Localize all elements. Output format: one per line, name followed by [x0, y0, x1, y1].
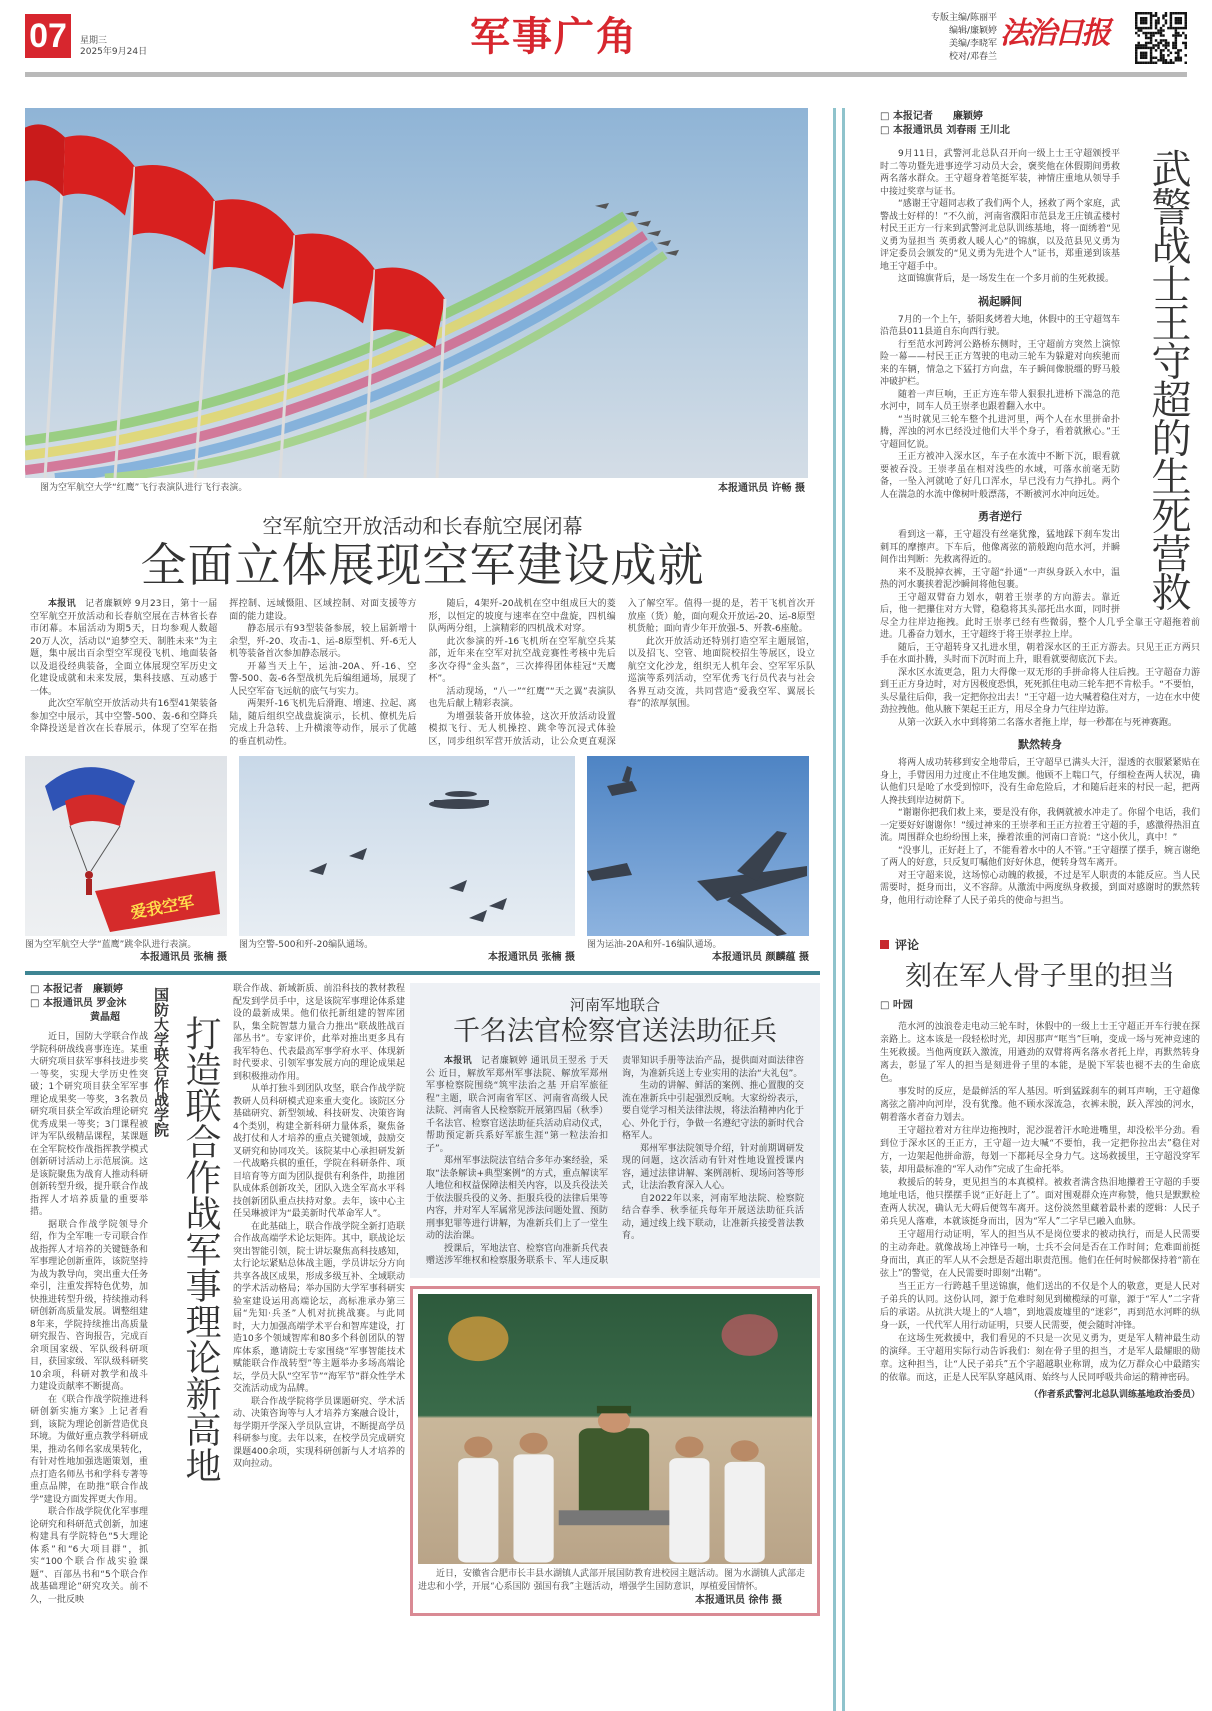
photo-kj500-j20-formation: [239, 756, 575, 936]
editor-line: 校对/邓春兰: [948, 52, 997, 62]
article-paragraph: 开幕当天上午，运油-20A、歼-16、空警-500、轰-6各型战机先后编组通场，展现了人民空军奋飞远航的底气与实力。: [229, 661, 417, 697]
top-photo-flight-show: [25, 108, 808, 478]
commentary-paragraph: 范水河的浊浪卷走电动三轮车时，休假中的一级上士王守超正开车行驶在探亲路上。这本该是一段轻松时光，却因那声“哐当”巨响，变成一场与死神竞速的生死救援。当他两度跃入激流，用遒劲的双臂将两名落水者托上岸，再默然转身离去，彰显了军人的担当是刻进骨子里的本能，是脱下军装也褪不去的生命底色。: [880, 1022, 1200, 1084]
article-paragraph: 随着一声巨响，王正方连车带人狠狠扎进桥下湍急的范水河中，同车人员王崇孝也跟着翻入水中。: [880, 389, 1120, 412]
article-paragraph: 看到这一幕，王守超没有丝毫犹豫，猛地踩下刹车发出刺耳的摩擦声。下车后，他像离弦的箭般跑向范水河，并瞬间作出判断：先救离得近的。: [880, 530, 1120, 565]
top-photo-caption: 图为空军航空大学“红鹰”飞行表演队进行飞行表演。: [40, 483, 248, 493]
commentary-paragraph: 王守超拉着对方往岸边拖拽时，泥沙混着汗水呛进嘴里，却没松半分劲。看到位于深水区的王正方，王守超一边大喊“不要怕，我一定把你拉出去”稳住对方，一边架起他拼命游，每划一下都耗尽全身力气。这场救援里，王守超没穿军装，却用最标准的“军人动作”完成了生命托举。: [880, 1126, 1200, 1175]
photo-parachute-team: [25, 756, 227, 936]
top-photo-credit: 本报通讯员 许畅 摄: [718, 483, 805, 494]
header-rule: [25, 72, 1187, 77]
commentary-paragraph: 当王正方一行跨越千里送锦旗，他们送出的不仅是个人的敬意，更是人民对子弟兵的认同。这份认同，源于危难时刻见到橄榄绿的可靠，源于“军人”二字背后的承诺。从抗洪大堤上的“人墙”，到地震废墟里的“迷彩”，再到范水河畔的纵身一跃，一代代军人用行动证明，只要人民需要，便会随时冲锋。: [880, 1282, 1200, 1331]
byline: □ 本报通讯员 刘春雨 王川北: [880, 125, 1010, 136]
commentary-paragraph: 在这场生死救援中，我们看见的不只是一次见义勇为，更是军人精神最生动的演绎。王守超用实际行动告诉我们：刻在骨子里的担当，才是军人最耀眼的勋章。这种担当，让“人民子弟兵”五个字超越职业称谓，成为亿万群众心中最踏实的依靠。而这，正是人民军队穿越风雨、始终与人民同呼吸共命运的精神密码。: [880, 1334, 1200, 1383]
photo-block: [239, 756, 575, 965]
article-paragraph: 联合作战学院将学员课题研究、学术活动、决策咨询等与人才培养方案融合设计，每学期开学深入学员队宣讲，不断提高学员科研参与度。去年以来，在校学员完成研究课题400余项，实现科研创新与人才培养的双向拉动。: [233, 1396, 405, 1469]
commentary-tag: [880, 937, 1200, 953]
article-paragraph: 此次参演的歼-16飞机所在空军航空兵某部，近年来在空军对抗空战竞赛性考核中先后多次夺得“金头盔”，三次捧得团体桂冠“天鹰杯”。: [428, 636, 616, 684]
byline: □ 本报通讯员 罗金沐: [30, 998, 127, 1009]
paragraph-text: 记者廉颖婷 通讯员王翌丞 于天公 近日，解放军郑州军事法院、解放军郑州军事检察院围绕“筑牢法治之基 开启军旅征程”主题，联合河南省军区、河南省高级人民法院、河南省人民检察院开展第四届（秋季）千名法官、检察官送法助征兵活动启动仪式，帮助预定新兵系好军旅生涯“第一粒法治扣子”。: [426, 1056, 608, 1154]
article-paragraph: “没事儿，正好赶上了，不能看着水中的人不管。”王守超摆了摆手，婉言谢绝了两人的好意，只反复叮嘱他们好好休息，便转身驾车离开。: [880, 845, 1200, 868]
page-number: 07: [25, 14, 71, 58]
article-paragraph: 深水区水流更急，阻力大得像一双无形的手拼命将人往后拽。王守超奋力游到王正方身边时，对方因极度恐惧，死死抓住电动三轮车把不肯松手。“不要怕，头尽量往后仰，我一定把你拉出去！”王守超一边大喊着稳住对方，一边在水中使劲拉拽他。他从腋下架起王正方，用尽全身力气往岸边游。: [880, 667, 1200, 715]
ndu-headline: 打造联合作战军事理论新高地: [180, 1015, 221, 1483]
weekday: 星期三: [80, 36, 108, 46]
article-paragraph: 7月的一个上午，骄阳炙烤着大地，休假中的王守超驾车沿范县011县道自东向西行驶。: [880, 314, 1120, 337]
bottom-right-block: [410, 983, 820, 1616]
title-spacer: [1120, 110, 1200, 615]
school-photo-caption: 近日，安徽省合肥市长丰县水湖镇人武部开展国防教育进校园主题活动。图为水湖镇人武部走进忠和小学，开展“心系国防 强国有我”主题活动，增强学生国防意识，厚植爱国情怀。: [418, 1568, 806, 1592]
article-paragraph: 为增强装备开放体验，这次开放活动设置模拟飞行、无人机操控、跳伞等沉浸式体验区，同步组织军营开放活动，让公众更直观深入了解空军。值得一提的是，若干飞机首次开放座（货）舱，面向观众开放运-20、运-8原型机货舱；面向青少年开放强-5、歼教-6座舱。: [428, 599, 815, 747]
column-divider: [833, 108, 845, 1711]
commentary-body: [880, 1021, 1200, 1402]
school-photo-frame: [410, 1286, 820, 1616]
commentary-author: □ 叶园: [880, 1000, 913, 1011]
photo-block: [587, 756, 809, 965]
article-paragraph: “谢谢你把我们救上来，要是没有你，我俩就被水冲走了。你留个电话，我们一定要好好谢谢你！”缓过神来的王崇孝和王正方拉着王守超的手，感激得热泪直流。周围群众也纷纷围上来，操着浓重的河南口音说：“这小伙儿，真中！”: [880, 808, 1200, 843]
issue-date: [80, 36, 147, 58]
henan-body: [426, 1055, 804, 1268]
editors-list: [905, 12, 997, 64]
author-note: （作者系武警河北总队训练基地政治委员）: [1028, 1390, 1200, 1400]
article-paragraph: 据联合作战学院领导介绍，作为全军唯一专司联合作战指挥人才培养的关键链条和军事理论创新重阵，该院坚持为战为教导向，突出重大任务牵引，注重发挥特色优势，加快推进转型升级，持续推动科研创新高质量发展。调整组建8年来，学院持续推出高质量研究报告、咨询报告，完成百余项国家级、军队级科研项目，获国家级、军队级科研奖10余项，科研对教学和战斗力建设贡献率不断提高。: [30, 1219, 148, 1392]
ndu-col2: [233, 983, 405, 1616]
right-region: [880, 110, 1200, 1402]
banner-text: 爱我空军: [129, 892, 196, 923]
article-paragraph-list: [233, 1083, 405, 1471]
section-heading: 勇者逆行: [978, 510, 1022, 523]
photo-row: [25, 756, 820, 965]
article-paragraph: 生动的讲解、鲜活的案例、推心置腹的交流在准新兵中引起强烈反响。大家纷纷表示，要自觉学习相关法律法规，将法治精神内化于心、外化于行，争做一名遵纪守法的新时代合格军人。: [622, 1081, 804, 1141]
commentary-headline: 刻在军人骨子里的担当: [905, 961, 1175, 992]
commentary-paragraph: 事发时的反应，是最鲜活的军人基因。听到猛踩刹车的刺耳声响，王守超像离弦之箭冲向河岸，没有犹豫。他不顾水深流急，衣裤未脱，跃入浑浊的河水，朝着落水者奋力划去。: [880, 1087, 1200, 1123]
red-square-icon: [880, 940, 889, 949]
lead-tag: 本报讯: [444, 1056, 472, 1066]
article-paragraph: 随后，4架歼-20战机在空中组成巨大的菱形，以恒定的坡度与速率在空中盘旋，四机编队两两分组，上演精彩的四机战术对穿。: [428, 599, 616, 634]
section-title: 军事广角: [470, 14, 638, 60]
editor-line: 专版主编/陈丽平: [930, 13, 997, 23]
author-name: 叶园: [892, 1000, 913, 1011]
ndu-col1: [30, 983, 148, 1616]
photo-caption: 图为空警-500和歼-20编队通场。: [239, 940, 374, 950]
airshow-article-body: [25, 598, 820, 748]
airshow-subtitle: 空军航空开放活动和长春航空展闭幕: [262, 514, 583, 538]
article-paragraph: 联合作战学院优化军事理论研究和科研范式创新，加速构建具有学院特色“5大理论体系”和“6大项目群”，抓实“100个联合作战实验课题”、百部丛书和“5个联合作战基础理论”研究攻关。前不久，一批反映: [30, 1507, 148, 1605]
photo-block: [25, 756, 227, 965]
photo-credit: 本报通讯员 张楠 摄: [488, 952, 575, 963]
article-paragraph: [426, 1055, 608, 1155]
left-region: [25, 108, 820, 1616]
article-paragraph: 两架歼-16飞机先后滑跑、增速、拉起、离陆，随后组织空战盘旋演示，长机、僚机先后完成上升急转、上升横滚等动作，展示了优越的垂直机动性。: [229, 699, 417, 747]
commentary-paragraph-list: [880, 1021, 1200, 1385]
article-paragraph: 王守超双臂奋力划水，朝着王崇孝的方向游去。靠近后，他一把攥住对方大臂，稳稳将其头部托出水面，同时拼尽全力往岸边拖拽。此时王崇孝已经有些微弱，整个人几乎全靠王守超拖着前进。几番奋力划水，王守超终于将王崇孝拉上岸。: [880, 592, 1200, 640]
article-paragraph: 行至范水河跨河公路桥东侧时，王守超前方突然上演惊险一幕——村民王正方驾驶的电动三轮车为躲避对向疾驰而来的车辆，情急之下猛打方向盘，车子瞬间像脱缰的野马般冲破护栏。: [880, 339, 1120, 387]
article-paragraph: 王正方被冲入深水区，车子在水流中不断下沉，眼看就要被吞没。王崇孝虽在相对浅些的水域，可落水前毫无防备，一坠入河就呛了好几口浑水，早已没有力气挣扎。两个人在湍急的水流中像树叶般漂荡，不断被河水冲向远处。: [880, 452, 1120, 500]
photo-caption: 图为空军航空大学“蓝鹰”跳伞队进行表演。: [25, 940, 197, 950]
byline: □ 本报记者 廉颖婷: [30, 984, 123, 995]
byline-text: 本报通讯员 罗金沐: [42, 998, 127, 1009]
article-paragraph: 随后，王守超转身又扎进水里，朝着深水区的王正方游去。只见王正方两只手在水面扑腾，头时而下沉时而上升，眼看就要彻底沉下去。: [880, 642, 1200, 665]
commentary-paragraph: 救援后的转身，更见担当的本真模样。被救者满含热泪地攥着王守超的手要地址电话，他只摆摆手说“正好赶上了”。面对围观群众连声称赞，他只是默默检查两人状况，确认无大碍后便驾车离开。这份淡然里藏着最朴素的逻辑：人民子弟兵见人落难，本就该挺身而出，因为“军人”二字早已融入血脉。: [880, 1178, 1200, 1227]
editor-line: 美编/李晓军: [948, 39, 997, 49]
photo-credit: 本报通讯员 颜麟蕴 摄: [712, 952, 809, 963]
photo-caption: 图为运油-20A和歼-16编队通场。: [587, 940, 722, 950]
ndu-kicker: 国防大学联合作战学院: [152, 987, 170, 1137]
article-paragraph: 来不及脱掉衣裤，王守超“扑通”一声纵身跃入水中，温热的河水裹挟着泥沙瞬间将他包裹。: [880, 567, 1120, 590]
section-heading: 祸起瞬间: [978, 294, 1022, 308]
paragraph-text: 记者廉颖婷 9月23日，第十一届空军航空开放活动和长春航空展在吉林省长春市闭幕。本届活动为期5天，日均参观人数超20万人次，活动以“追梦空天、制胜未来”为主题，集中展出百余型空军现役飞机、地面装备以及退役经典装备，全面立体展现空军历史文化建设成就和未来发展，集科技感、互动感于一体。: [30, 599, 218, 697]
article-paragraph: 这面锦旗背后，是一场发生在一个多月前的生死救援。: [898, 274, 1115, 284]
section-heading: 默然转身: [1018, 738, 1062, 751]
byline-text: 本报记者 廉颖婷: [892, 111, 983, 122]
lead-tag: 本报讯: [48, 599, 76, 609]
section-divider: [25, 971, 820, 975]
tag-text: 评论: [895, 938, 920, 952]
rescue-article: [880, 110, 1200, 907]
henan-headline: 千名法官检察官送法助征兵: [453, 1016, 777, 1047]
article-paragraph: “感谢王守超同志救了我们两个人，拯救了两个家庭，武警战士好样的！”不久前，河南省濮阳市范县龙王庄镇孟楼村村民王正方一行来到武警河北总队训练基地，将一面绣着“见义勇为显担当 英勇救人暖人心”的锦旗，以及范县见义勇为评定委员会颁发的“见义勇为先进个人”证书，郑重递到该基地王守超手中。: [880, 199, 1120, 272]
henan-article: [410, 983, 820, 1278]
article-paragraph: 对王守超来说，这场惊心动魄的救援，不过是军人职责的本能反应。当人民需要时，挺身而出，义不容辞。从激流中两度纵身救援，到面对感谢时的默然转身，他用行动诠释了人民子弟兵的使命与担当。: [880, 870, 1200, 906]
article-paragraph: 从单打独斗到团队攻坚，联合作战学院教研人员科研模式迎来重大变化。该院区分基础研究、新型领域、科技研发、决策咨询4个类别，构建全新科研力量体系，聚焦备战打仗和人才培养的重点关键领域，鼓励交叉研究和协同攻关。该院某中心承担研发新一代战略兵棋的重任，学院在科研条件、项目培育等方面为团队提供有利条件，助推团队成体系创新攻关，团队入选全军高水平科技创新团队重点扶持对象。去年，该中心主任吴琳被评为“最美新时代革命军人”。: [233, 1084, 405, 1219]
article-paragraph: 此次空军航空开放活动共有16型41架装备参加空中展示，其中空警-500、轰-6和空降兵伞降投送是首次在长春展示，体现了空军在指挥控制、远域慑阻、区域控制、对面支援等方面的能力建设。: [30, 599, 417, 734]
article-paragraph: 郑州军事法院领导介绍，针对前期调研发现的问题，这次活动有针对性地设置授课内容，通过法律讲解、案例剖析、现场问答等形式，让法治教育深入人心。: [622, 1143, 804, 1191]
newspaper-logo: 法治日报: [1000, 16, 1108, 51]
ndu-title-block: [148, 983, 230, 1616]
photo-credit: 本报通讯员 张楠 摄: [140, 952, 227, 963]
henan-subtitle: 河南军地联合: [569, 996, 660, 1014]
rescue-headline: 武警战士王守超的生死营救: [1145, 148, 1191, 610]
top-photo-caption-row: [25, 478, 820, 498]
bottom-row: [25, 983, 820, 1616]
qr-code-icon[interactable]: [1135, 12, 1187, 64]
byline: □ 本报记者 廉颖婷: [880, 111, 983, 122]
article-paragraph: 授课后，军地法官、检察官向准新兵代表赠送涉军维权和检察服务联系卡、军人违反职责罪知识手册等法治产品，提供面对面法律咨询，为准新兵送上专业实用的法治“大礼包”。: [426, 1056, 804, 1266]
byline-text: 本报记者 廉颖婷: [42, 984, 123, 995]
article-paragraph: 活动现场，“八一”“红鹰”“天之翼”表演队也先后献上精彩表演。: [428, 686, 616, 709]
ndu-article: [25, 983, 405, 1616]
article-paragraph: 自2022年以来，河南军地法院、检察院结合春季、秋季征兵每年开展送法助征兵活动，通过线上线下联动，让准新兵接受普法教育。: [622, 1193, 804, 1241]
photo-y20a-j16-refuel: [587, 756, 809, 936]
article-paragraph: 静态展示有93型装备参展，较上届新增十余型，歼-20、攻击-1、运-8原型机、歼-6无人机等装备首次参加静态展示。: [229, 624, 417, 659]
airshow-headline: 全面立体展现空军建设成就: [140, 538, 705, 592]
article-paragraph: 此次开放活动还特别打造空军主题展馆，以及招飞、空管、地面院校招生等展区，设立航空文化沙龙，组织无人机年会、空军军乐队巡演等系列活动，空军优秀飞行员代表与社会各界互动交流，共同营造“爱我空军、翼展长春”的浓厚氛围。: [627, 636, 815, 709]
date: 2025年9月24日: [80, 47, 148, 57]
article-paragraph: 近日，国防大学联合作战学院科研战线喜事连连。某重大研究项目获军事科技进步奖一等奖，实现大学历史性突破；1个研究项目获全军军事理论成果奖一等奖，3名教员研究项目获全军政治理论研究优秀成果一等奖；3门课程被评为军队级精品课程，某课题在全军院校作战指挥教学模式创新研讨活动上示范展演。这是该院聚焦为战育人推动科研创新转型升级，提升联合作战指挥人才培养质量的重要举措。: [30, 1032, 148, 1217]
byline-text: 本报通讯员 刘春雨 王川北: [892, 125, 1010, 136]
commentary-paragraph: 王守超用行动证明，军人的担当从不是岗位要求的被动执行，而是人民需要的主动奔赴。就像战场上冲锋号一响，士兵不会问是否在工作时间；危难面前挺身而出，真正的军人从不会想是否超出职责范围。他们在任何时候都保持着“箭在弦上”的警觉，在人民需要时即刻“出鞘”。: [880, 1230, 1200, 1279]
article-paragraph: 联合作战、新域新质、前沿科技的教材教程配发到学员手中，这是该院军事理论体系建设的最新成果。他们依托新组建的智库团队，集全院智慧力量合力推出“联战胜战百部丛书”。专家评价，此举对推出更多具有我军特色、代表最高军事学府水平、体现新时代要求、引领军事发展方向的理论成果起到积极推动作用。: [233, 984, 405, 1082]
article-paragraph: 从第一次跃入水中到将第二名落水者拖上岸，每一秒都在与死神赛跑。: [898, 717, 1178, 728]
article-paragraph: 在《联合作战学院推进科研创新实施方案》上记者看到，该院为理论创新营造优良环境。为做好重点教学科研成果，推动名师名家成果转化，有针对性地加强选题策划，重点打造名师丛书和学科专著等重点品牌，在助推“联合作战学”建设方面发挥更大作用。: [30, 1394, 148, 1505]
article-paragraph: 郑州军事法院法官结合多年办案经验，采取“法条解读+典型案例”的方式，重点解读军人地位和权益保障法相关内容，以及兵役法关于依法服兵役的义务、拒服兵役的法律后果等内容，并对军人军属常见涉法问题处置、预防刑事犯罪等进行讲解，为准新兵们上了一堂生动的法治课。: [426, 1156, 608, 1241]
article-paragraph: 在此基础上，联合作战学院全新打造联合作战高端学术论坛矩阵。其中，联战论坛突出智能引领，院士讲坛聚焦高科技感知，太行论坛紧贴总体战主题，学员讲坛分方向共享各战区成果，形成多级互补、全域联动的学术活动格局；举办国防大学军事科研实验室建设运用高端论坛，高标准承办第三届“先知·兵圣”人机对抗挑战赛。与此同时，大力加强高端学术平台和智库建设，打造10多个领域智库和80多个科创团队的智库体系，邀请院士专家围绕“军事智能技术赋能联合作战转型”等主题举办多场高端论坛，学员大队“空军节”“海军节”群众性学术交流活动成为品牌。: [233, 1221, 405, 1394]
article-paragraph: [30, 598, 217, 698]
article-paragraph: 9月11日，武警河北总队召开向一级上士王守超颁授平时二等功暨先进事迹学习动员大会，褒奖他在休假期间勇救两名落水群众。王守超身着笔挺军装，神情庄重地从领导手中接过奖章与证书。: [880, 149, 1120, 197]
article-paragraph-list: [30, 1031, 148, 1606]
photo-school-defense-education: [418, 1294, 812, 1564]
article-paragraph: 将两人成功转移到安全地带后，王守超早已满头大汗，湿透的衣服紧紧贴在身上，手臂因用力过度止不住地发颤。他顾不上喘口气，仔细检查两人状况，确认他们只是呛了水受到惊吓，没有生命危险后，才和随后赶来的村民一起，把两人搀扶到岸边树荫下。: [880, 758, 1200, 806]
article-paragraph: “当时就见三轮车整个扎进河里，两个人在水里拼命扑腾，浑浊的河水已经没过他们大半个身子，看着就揪心。”王守超回忆说。: [880, 414, 1120, 450]
editor-line: 编辑/廉颖婷: [948, 26, 997, 36]
school-photo-credit: 本报通讯员 徐伟 摄: [695, 1594, 782, 1606]
byline: 黄晶超: [90, 1012, 120, 1023]
